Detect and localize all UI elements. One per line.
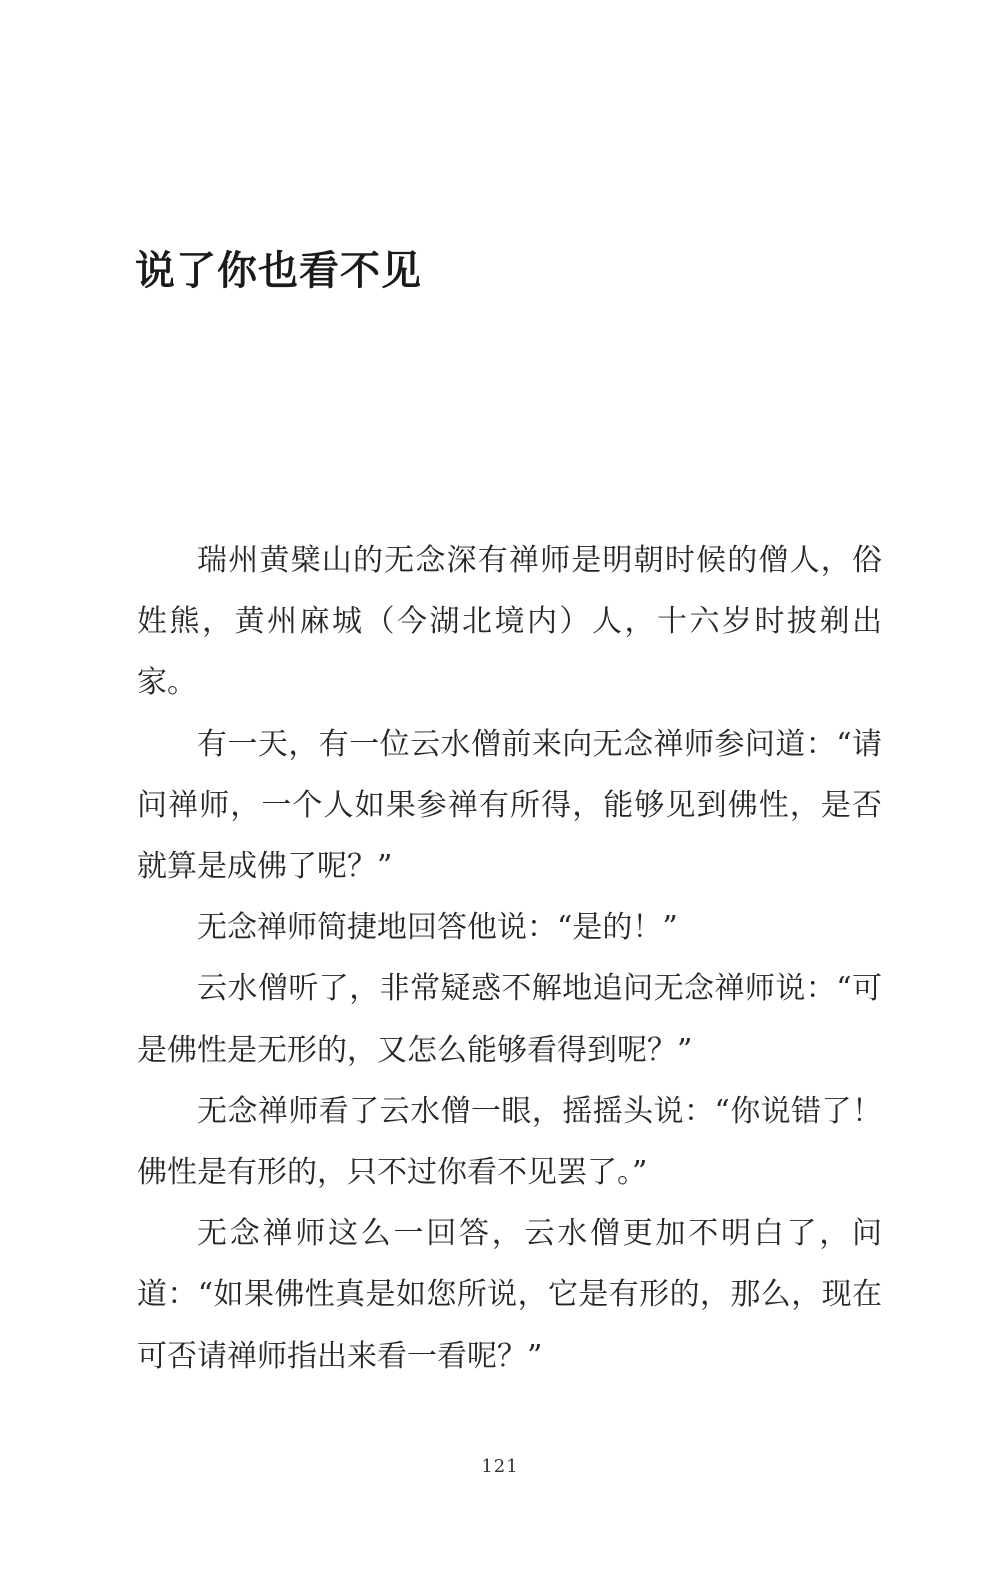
paragraph: 有一天，有一位云水僧前来向无念禅师参问道：“请问禅师，一个人如果参禅有所得，能够见到佛性，是否就算是成佛了呢？”	[137, 726, 882, 885]
page-number: 121	[481, 1456, 519, 1477]
paragraph: 云水僧听了，非常疑惑不解地追问无念禅师说：“可是佛性是无形的，又怎么能够看得到呢？”	[137, 971, 882, 1068]
paragraph: 无念禅师这么一回答，云水僧更加不明白了，问道：“如果佛性真是如您所说，它是有形的，那么，现在可否请禅师指出来看一看呢？”	[137, 1216, 882, 1374]
paragraph: 瑞州黄檗山的无念深有禅师是明朝时候的僧人，俗姓熊，黄州麻城（今湖北境内）人，十六岁时披剃出家。	[137, 543, 882, 701]
paragraph: 无念禅师看了云水僧一眼，摇摇头说：“你说错了！佛性是有形的，只不过你看不见罢了。”	[137, 1093, 882, 1191]
body-text	[137, 530, 882, 1387]
chapter-title: 说了你也看不见	[135, 246, 422, 294]
paragraph: 无念禅师简捷地回答他说：“是的！”	[197, 910, 678, 946]
